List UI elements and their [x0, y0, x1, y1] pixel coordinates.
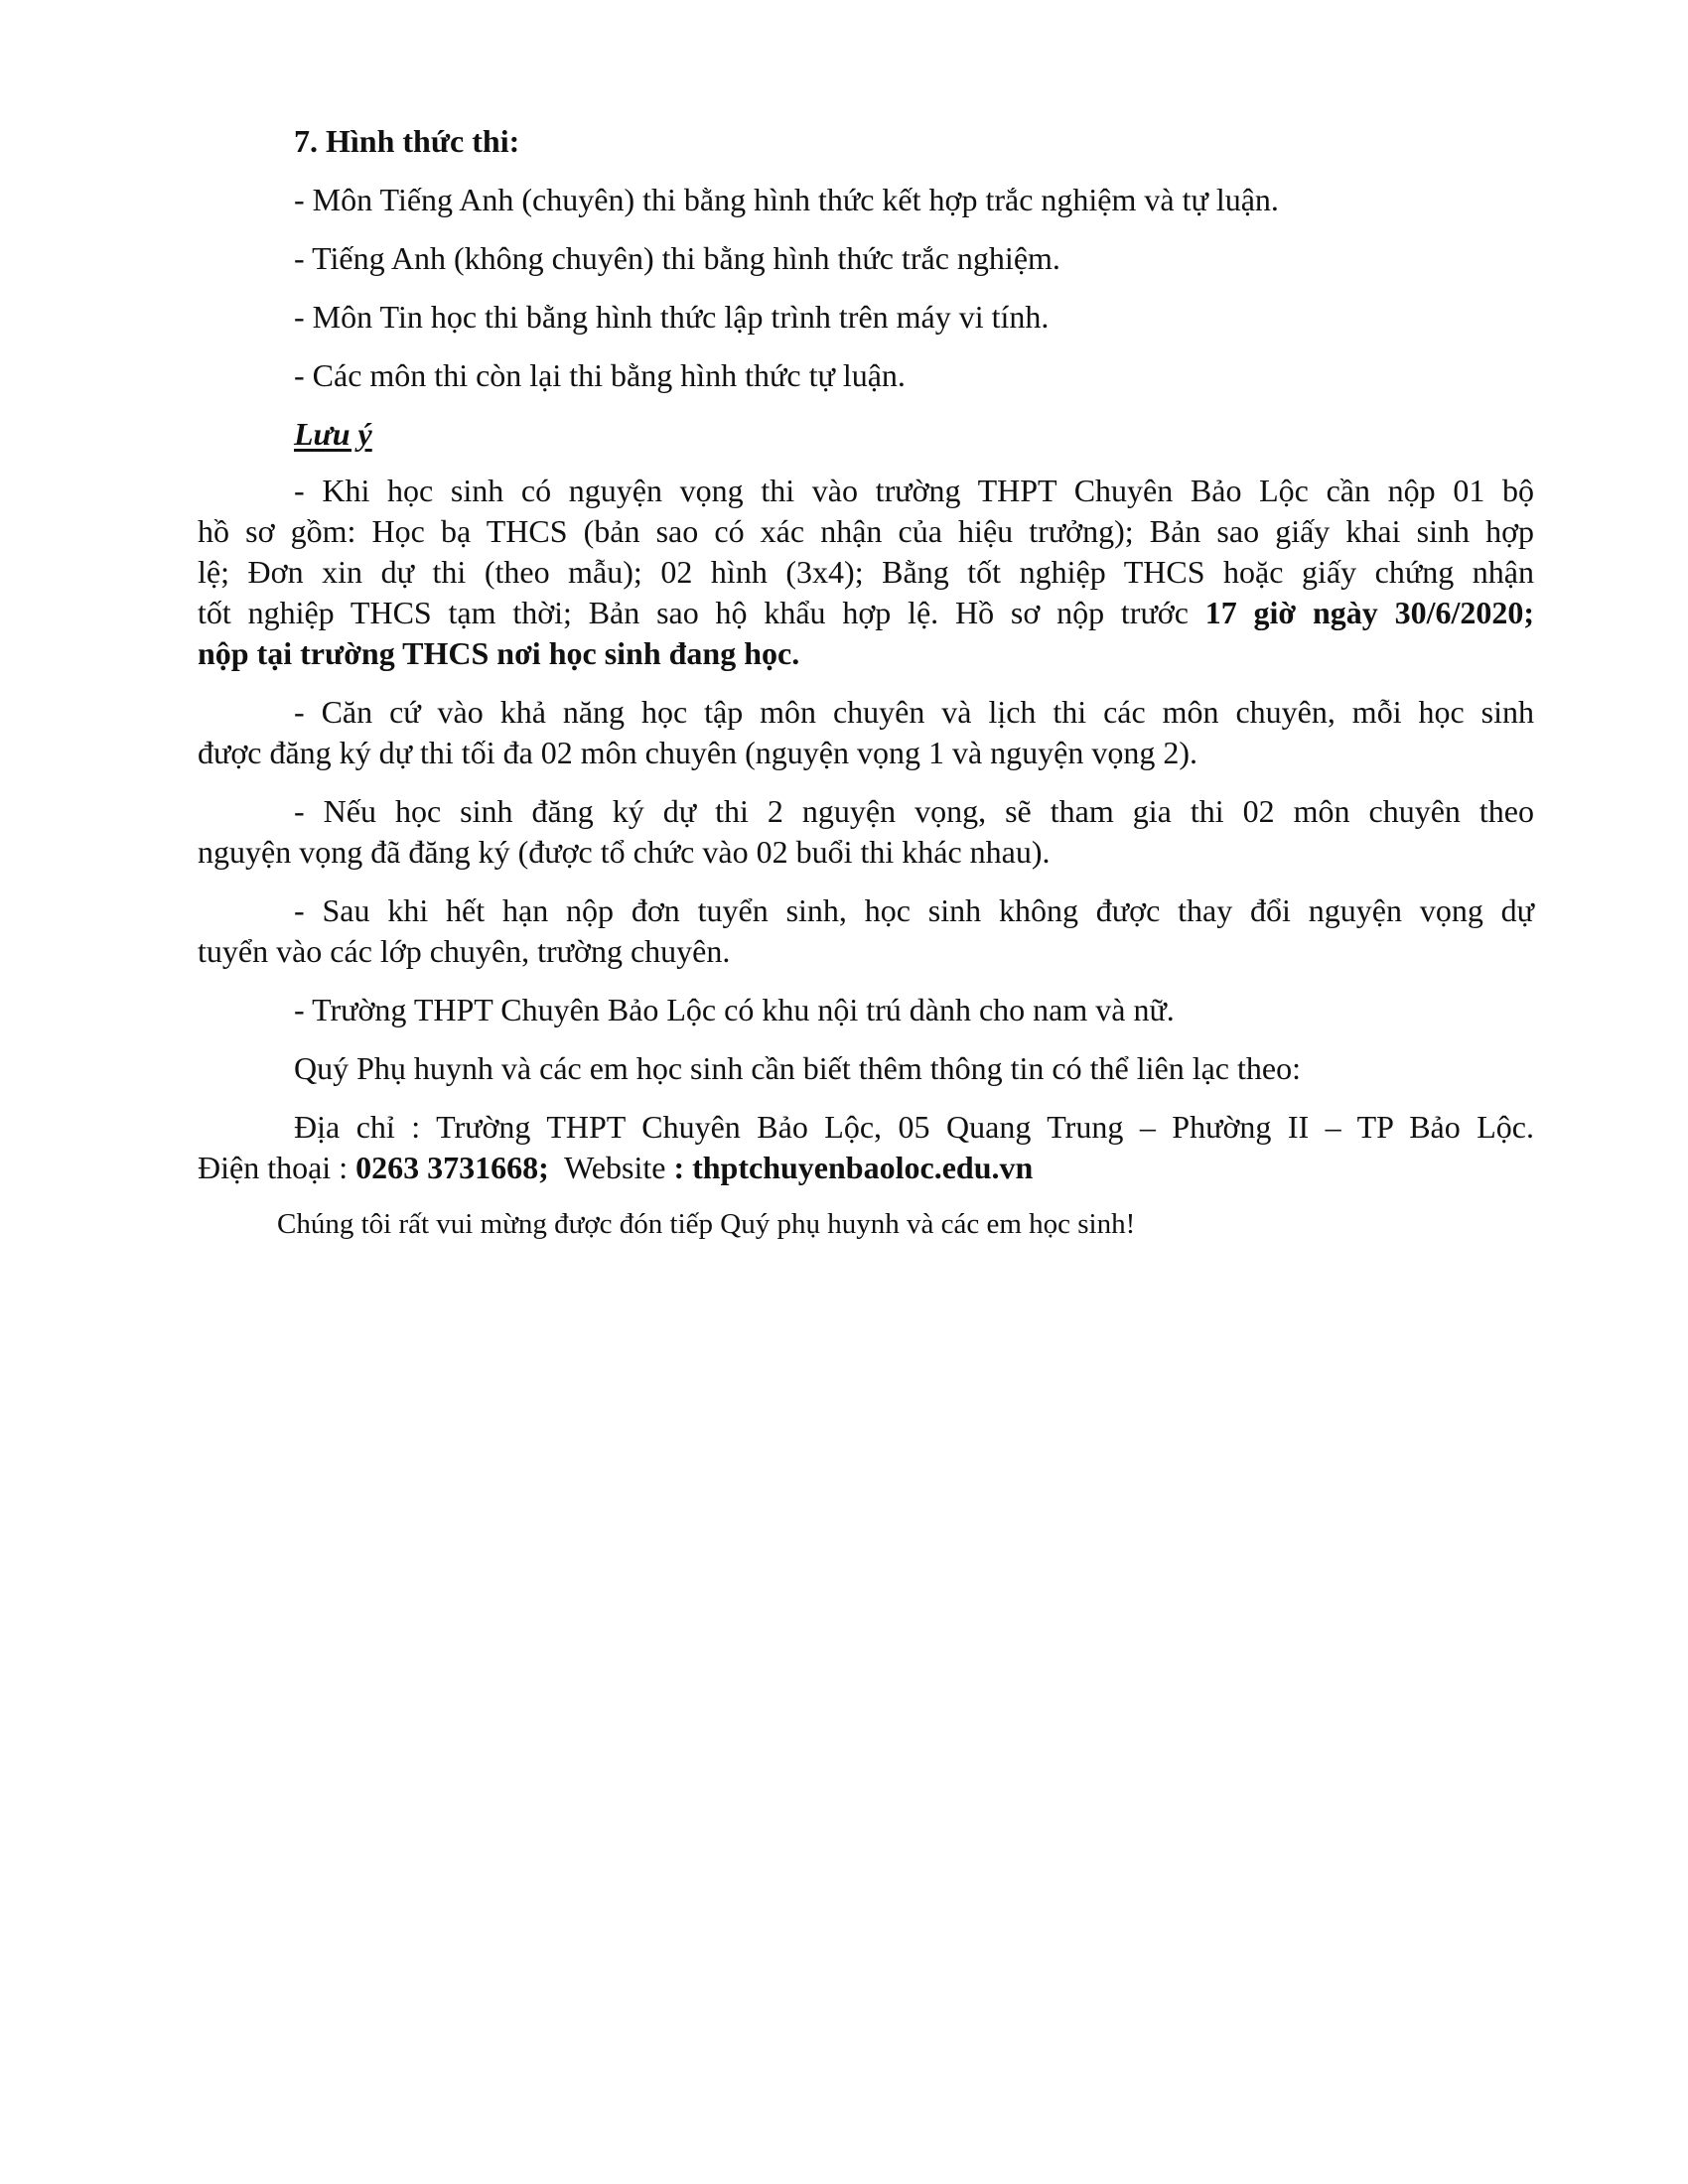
note-line-text: tốt nghiệp THCS tạm thời; Bản sao hộ khẩu hợp lệ. Hồ sơ nộp trước [198, 595, 1205, 630]
note-line: nguyện vọng đã đăng ký (được tổ chức vào 02 buổi thi khác nhau). [198, 834, 1051, 870]
note-line: - Nếu học sinh đăng ký dự thi 2 nguyện vọng, sẽ tham gia thi 02 môn chuyên theo [294, 793, 1534, 829]
contact-phone-website [198, 1148, 1534, 1188]
note-line: lệ; Đơn xin dự thi (theo mẫu); 02 hình (3x4); Bằng tốt nghiệp THCS hoặc giấy chứng nhận [198, 554, 1534, 590]
exam-format-item: - Tiếng Anh (không chuyên) thi bằng hình thức trắc nghiệm. [294, 240, 1060, 276]
note-paragraph-deadline [198, 890, 1534, 972]
note-line: - Sau khi hết hạn nộp đơn tuyển sinh, học sinh không được thay đổi nguyện vọng dự [294, 892, 1534, 928]
note-paragraph-two-choices [198, 791, 1534, 873]
note-heading: Lưu ý [294, 416, 372, 452]
contact-info [198, 1107, 1534, 1188]
note-line: được đăng ký dự thi tối đa 02 môn chuyên (nguyện vọng 1 và nguyện vọng 2). [198, 735, 1197, 770]
note-line: - Khi học sinh có nguyện vọng thi vào trường THPT Chuyên Bảo Lộc cần nộp 01 bộ [294, 473, 1534, 508]
note-paragraph-subjects [198, 692, 1534, 773]
note-dormitory: - Trường THPT Chuyên Bảo Lộc có khu nội trú dành cho nam và nữ. [294, 992, 1175, 1027]
closing-message: Chúng tôi rất vui mừng được đón tiếp Quý phụ huynh và các em học sinh! [277, 1208, 1136, 1240]
exam-format-item: - Môn Tin học thi bằng hình thức lập trình trên máy vi tính. [294, 299, 1050, 335]
note-line: hồ sơ gồm: Học bạ THCS (bản sao có xác nhận của hiệu trưởng); Bản sao giấy khai sinh hợp [198, 513, 1534, 549]
exam-format-item: - Các môn thi còn lại thi bằng hình thức tự luận. [294, 357, 906, 393]
note-line: tuyển vào các lớp chuyên, trường chuyên. [198, 933, 731, 969]
contact-intro: Quý Phụ huynh và các em học sinh cần biết thêm thông tin có thể liên lạc theo: [294, 1050, 1301, 1086]
document-body [198, 121, 1534, 1245]
deadline-text: 17 giờ ngày 30/6/2020; [1204, 595, 1535, 630]
phone-label: Điện thoại : [198, 1150, 356, 1185]
note-line: - Căn cứ vào khả năng học tập môn chuyên và lịch thi các môn chuyên, mỗi học sinh [294, 694, 1534, 730]
exam-format-item: - Môn Tiếng Anh (chuyên) thi bằng hình thức kết hợp trắc nghiệm và tự luận. [294, 182, 1279, 217]
contact-address: Địa chỉ : Trường THPT Chuyên Bảo Lộc, 05 Quang Trung – Phường II – TP Bảo Lộc. [294, 1109, 1534, 1145]
submission-place: nộp tại trường THCS nơi học sinh đang học. [198, 635, 800, 671]
website-label: Website [548, 1150, 674, 1185]
note-line [198, 593, 1534, 633]
note-heading-line [198, 414, 1534, 455]
section-title: 7. Hình thức thi: [294, 123, 520, 159]
note-paragraph-documents [198, 471, 1534, 674]
phone-number: 0263 3731668; [355, 1150, 549, 1185]
website-url: : thptchuyenbaoloc.edu.vn [673, 1150, 1034, 1185]
